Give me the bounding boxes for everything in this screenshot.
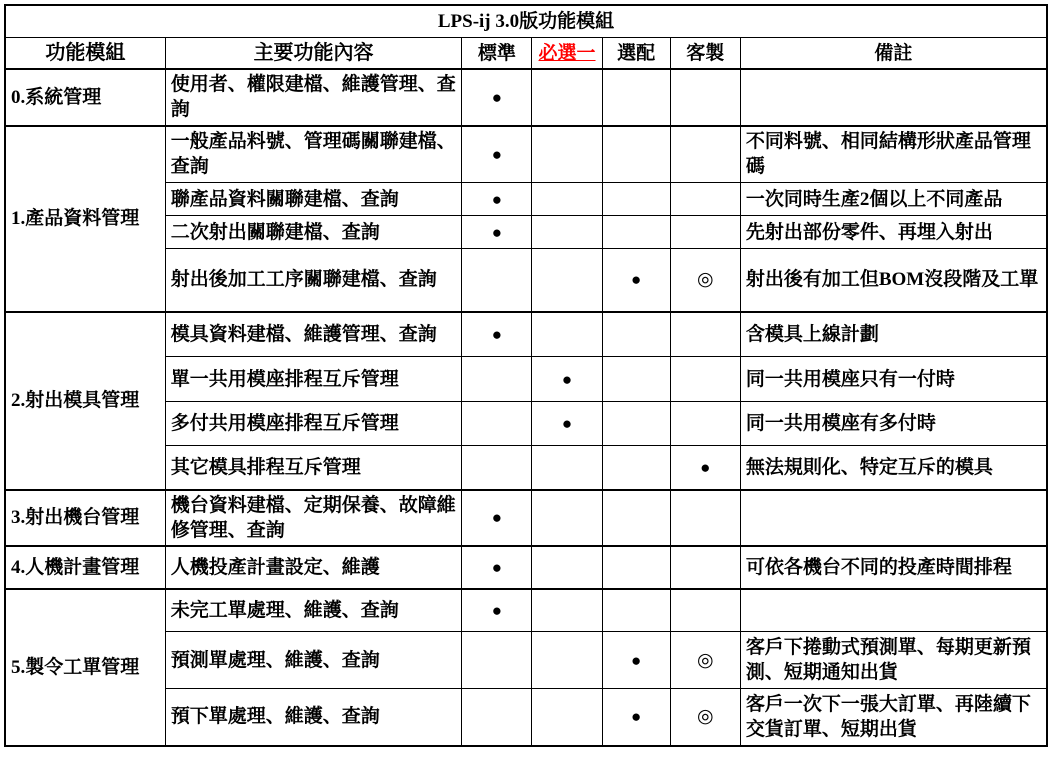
table-row [5,546,1047,589]
filled-dot-mark-icon: ● [631,270,642,290]
filled-dot-mark-icon: ● [631,650,642,670]
mark-cell-optional [602,446,670,490]
function-description-cell: 一般產品料號、管理碼關聯建檔、查詢 [165,126,462,183]
filled-dot-mark-icon: ● [561,414,573,433]
module-name-cell: 4.人機計畫管理 [5,546,165,589]
filled-dot-mark-icon: ● [491,324,503,344]
mark-cell-required-one [532,632,602,689]
function-description-cell: 射出後加工工序關聯建檔、查詢 [165,249,462,312]
mark-cell-standard [462,126,532,183]
mark-cell-required-one [532,312,602,357]
note-cell: 射出後有加工但BOM沒段階及工單 [740,249,1047,312]
mark-cell-standard [462,689,532,746]
function-description-cell: 機台資料建檔、定期保養、故障維修管理、查詢 [165,490,462,546]
filled-dot-mark-icon: ● [491,189,503,209]
function-module-table [4,4,1048,747]
mark-cell-standard [462,312,532,357]
double-circle-mark-icon: ◎ [696,706,714,728]
mark-cell-required-one [532,490,602,546]
mark-cell-standard [462,402,532,446]
mark-cell-optional [602,402,670,446]
filled-dot-mark-icon: ● [561,369,573,389]
note-cell: 一次同時生產2個以上不同產品 [740,183,1047,216]
mark-cell-required-one [532,183,602,216]
mark-cell-optional [602,546,670,589]
column-header-content: 主要功能內容 [165,38,462,70]
table-header-row [5,38,1047,70]
mark-cell-required-one [532,402,602,446]
mark-cell-custom [670,589,740,632]
mark-cell-optional [602,126,670,183]
note-cell: 無法規則化、特定互斥的模具 [740,446,1047,490]
filled-dot-mark-icon: ● [491,222,503,242]
function-description-cell: 模具資料建檔、維護管理、查詢 [165,312,462,357]
mark-cell-optional [602,689,670,746]
filled-dot-mark-icon: ● [491,144,503,164]
module-name-cell: 1.產品資料管理 [5,126,165,312]
double-circle-mark-icon: ◎ [696,649,714,671]
mark-cell-required-one [532,249,602,312]
module-name-cell: 3.射出機台管理 [5,490,165,546]
function-description-cell: 預下單處理、維護、查詢 [165,689,462,746]
mark-cell-custom [670,357,740,402]
mark-cell-custom [670,632,740,689]
note-cell: 含模具上線計劃 [740,312,1047,357]
mark-cell-required-one [532,546,602,589]
note-cell [740,490,1047,546]
module-name-cell: 2.射出模具管理 [5,312,165,490]
note-cell: 客戶下捲動式預測單、每期更新預測、短期通知出貨 [740,632,1047,689]
mark-cell-standard [462,632,532,689]
note-cell: 先射出部份零件、再埋入射出 [740,216,1047,249]
column-header-optional: 選配 [602,38,670,70]
mark-cell-required-one [532,216,602,249]
note-cell: 客戶一次下一張大訂單、再陸續下交貨訂單、短期出貨 [740,689,1047,746]
function-description-cell: 人機投產計畫設定、維護 [165,546,462,589]
note-cell: 同一共用模座只有一付時 [740,357,1047,402]
module-name-cell: 0.系統管理 [5,69,165,125]
mark-cell-required-one [532,689,602,746]
mark-cell-optional [602,490,670,546]
mark-cell-custom [670,446,740,490]
mark-cell-standard [462,357,532,402]
filled-dot-mark-icon: ● [631,707,642,727]
function-description-cell: 聯產品資料關聯建檔、查詢 [165,183,462,216]
mark-cell-optional [602,632,670,689]
function-description-cell: 單一共用模座排程互斥管理 [165,357,462,402]
document-title: LPS-ij 3.0版功能模組 [5,5,1047,38]
mark-cell-standard [462,183,532,216]
note-cell [740,589,1047,632]
table-title-row [5,5,1047,38]
mark-cell-custom [670,69,740,125]
mark-cell-required-one [532,126,602,183]
note-cell [740,69,1047,125]
mark-cell-standard [462,216,532,249]
mark-cell-required-one [532,357,602,402]
note-cell: 同一共用模座有多付時 [740,402,1047,446]
mark-cell-optional [602,589,670,632]
mark-cell-required-one [532,446,602,490]
mark-cell-required-one [532,69,602,125]
mark-cell-standard [462,546,532,589]
function-description-cell: 未完工單處理、維護、查詢 [165,589,462,632]
filled-dot-mark-icon: ● [491,508,503,528]
column-header-module: 功能模組 [5,38,165,70]
function-description-cell: 二次射出關聯建檔、查詢 [165,216,462,249]
mark-cell-standard [462,69,532,125]
mark-cell-optional [602,357,670,402]
mark-cell-custom [670,546,740,589]
mark-cell-custom [670,249,740,312]
table-row [5,490,1047,546]
table-row [5,69,1047,125]
note-cell: 不同料號、相同結構形狀產品管理碼 [740,126,1047,183]
table-row [5,312,1047,357]
mark-cell-standard [462,589,532,632]
mark-cell-standard [462,249,532,312]
filled-dot-mark-icon: ● [700,457,711,477]
mark-cell-custom [670,216,740,249]
function-description-cell: 使用者、權限建檔、維護管理、查詢 [165,69,462,125]
mark-cell-optional [602,216,670,249]
mark-cell-optional [602,183,670,216]
filled-dot-mark-icon: ● [491,600,503,620]
column-header-note: 備註 [740,38,1047,70]
column-header-custom: 客製 [670,38,740,70]
function-description-cell: 預測單處理、維護、查詢 [165,632,462,689]
mark-cell-required-one [532,589,602,632]
filled-dot-mark-icon: ● [491,87,503,107]
table-row [5,589,1047,632]
mark-cell-custom [670,126,740,183]
mark-cell-custom [670,312,740,357]
mark-cell-custom [670,689,740,746]
module-name-cell: 5.製令工單管理 [5,589,165,746]
table-row [5,126,1047,183]
column-header-required-one: 必選一 [532,38,602,70]
column-header-standard: 標準 [462,38,532,70]
filled-dot-mark-icon: ● [491,557,503,577]
function-description-cell: 其它模具排程互斥管理 [165,446,462,490]
mark-cell-custom [670,490,740,546]
note-cell: 可依各機台不同的投產時間排程 [740,546,1047,589]
double-circle-mark-icon: ◎ [696,269,714,291]
mark-cell-custom [670,183,740,216]
mark-cell-optional [602,312,670,357]
mark-cell-optional [602,249,670,312]
mark-cell-standard [462,490,532,546]
mark-cell-standard [462,446,532,490]
function-description-cell: 多付共用模座排程互斥管理 [165,402,462,446]
mark-cell-custom [670,402,740,446]
mark-cell-optional [602,69,670,125]
